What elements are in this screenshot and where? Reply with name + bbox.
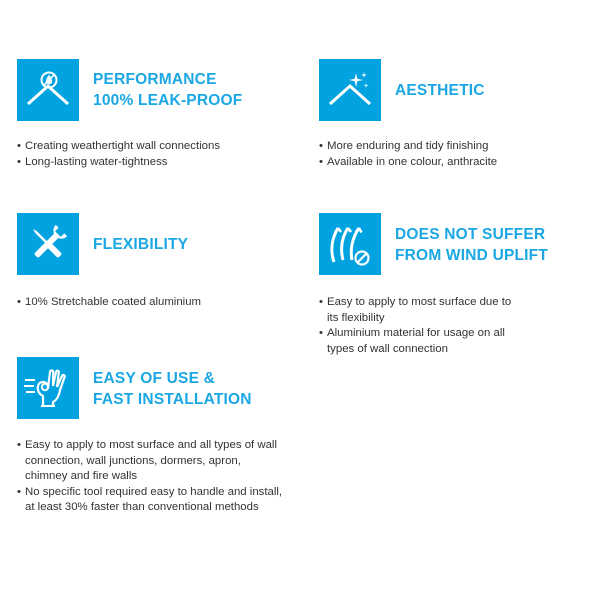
feature-title: PERFORMANCE 100% LEAK-PROOF [93,71,243,109]
list-item: • More enduring and tidy finishing [319,139,569,155]
list-item: • 10% Stretchable coated aluminium [17,295,277,311]
feature-performance [17,59,287,179]
list-item: • Creating weathertight wall connections [17,139,277,155]
feature-easy-of-use [17,357,297,537]
feature-bullets [319,295,519,357]
list-item: • Easy to apply to most surface and all types of wall connection, wall junctions, dormers, apron, chimney and fire walls [17,438,285,485]
feature-flexibility [17,213,287,323]
feature-wind-uplift [319,213,581,363]
roof-sparkle-icon [319,59,381,121]
list-item: • No specific tool required easy to handle and install, at least 30% faster than conventional methods [17,485,285,516]
feature-bullets [17,139,277,170]
roof-drop-icon [17,59,79,121]
feature-bullets [319,139,569,170]
ok-hand-icon [17,357,79,419]
list-item: • Long-lasting water-tightness [17,155,277,171]
feature-title: DOES NOT SUFFER FROM WIND UPLIFT [395,226,549,264]
feature-aesthetic [319,59,579,179]
feature-title: EASY OF USE & FAST INSTALLATION [93,370,252,408]
list-item: • Easy to apply to most surface due to its flexibility [319,295,519,326]
wrench-screwdriver-icon [17,213,79,275]
list-item: • Aluminium material for usage on all types of wall connection [319,326,519,357]
feature-title: FLEXIBILITY [93,236,189,253]
feature-bullets [17,438,285,516]
feature-title: AESTHETIC [395,82,485,99]
wind-uplift-icon [319,213,381,275]
list-item: • Available in one colour, anthracite [319,155,569,171]
feature-bullets [17,295,277,311]
